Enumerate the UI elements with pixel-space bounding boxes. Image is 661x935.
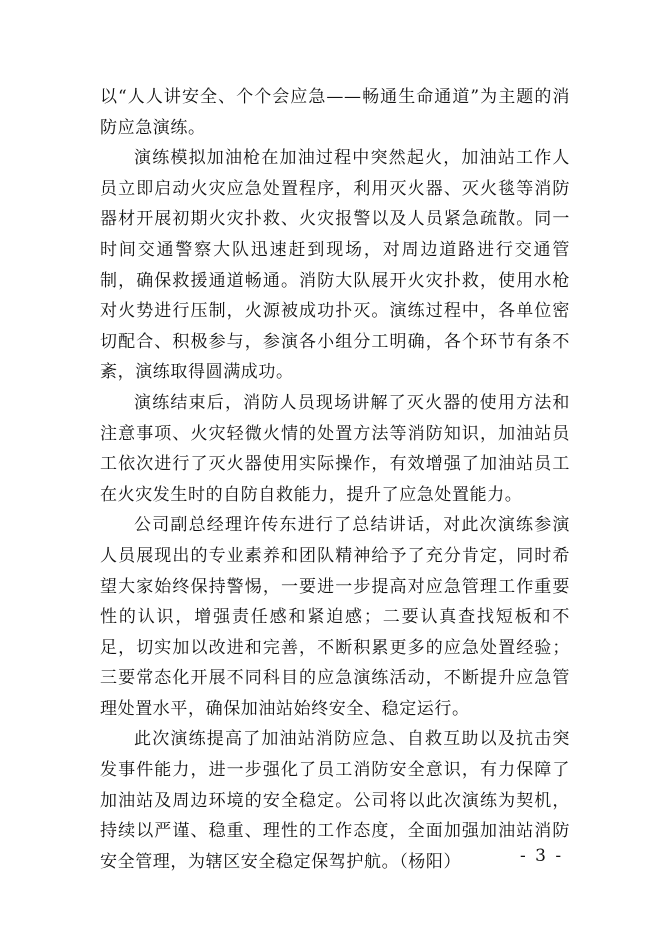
paragraph-conclusion: 此次演练提高了加油站消防应急、自救互助以及抗击突发事件能力，进一步强化了员工消防安全意识，有力保障了加油站及周边环境的安全稳定。公司将以此次演练为契机，持续以严谨、稳重、理性的工作态度，全面加强加油站消防安全管理，为辖区安全稳定保驾护航。（杨阳） [100,729,570,872]
article-body [100,82,570,877]
page-number: - 3 - [520,846,564,866]
paragraph-theme-continuation: 以“人人讲安全、个个会应急——畅通生命通道”为主题的消防应急演练。 [100,87,570,138]
paragraph-summary-speech: 公司副总经理许传东进行了总结讲话，对此次演练参演人员展现出的专业素养和团队精神给予了充分肯定，同时希望大家始终保持警惕，一要进一步提高对应急管理工作重要性的认识，增强责任感和紧迫感；二要认真查找短板和不足，切实加以改进和完善，不断积累更多的应急处置经验；三要常态化开展不同科目的应急演练活动，不断提升应急管理处置水平，确保加油站始终安全、稳定运行。 [100,515,570,719]
paragraph-drill-process: 演练模拟加油枪在加油过程中突然起火，加油站工作人员立即启动火灾应急处置程序，利用灭火器、灭火毯等消防器材开展初期火灾扑救、火灾报警以及人员紧急疏散。同一时间交通警察大队迅速赶到现场，对周边道路进行交通管制，确保救援通道畅通。消防大队展开火灾扑救，使用水枪对火势进行压制，火源被成功扑灭。演练过程中，各单位密切配合、积极参与，参演各小组分工明确，各个环节有条不紊，演练取得圆满成功。 [100,148,570,383]
paragraph-post-drill-training: 演练结束后，消防人员现场讲解了灭火器的使用方法和注意事项、火灾轻微火情的处置方法等消防知识，加油站员工依次进行了灭火器使用实际操作，有效增强了加油站员工在火灾发生时的自防自救能力，提升了应急处置能力。 [100,392,570,505]
